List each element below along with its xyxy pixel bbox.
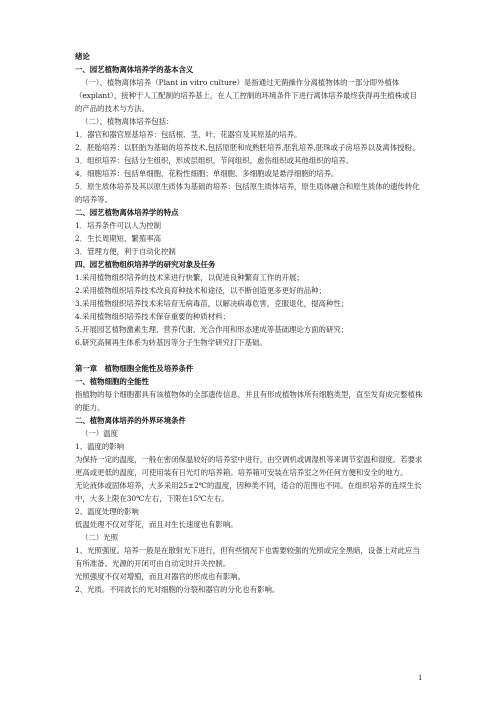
chapter-paragraph: 指植物的每个细胞都具有该植物体的全部遗传信息，并且有形成植物体所有细胞类型，直至发育成完整植株的能力。 (75, 390, 423, 412)
chapter-section-1-heading: 一、植物细胞的全能性 (75, 377, 149, 386)
page-number: 1 (418, 674, 423, 682)
intro-paragraph: （一）、植物离体培养（Plant in vitro culture）是指通过无菌操作分离植物体的一部分即外植体（explant），接种于人工配制的培养基上，在人工控制的环境条件下进行离体培养最终获得再生植株或目的产品的技术与方法。 (75, 78, 417, 113)
section-gap (75, 349, 423, 362)
chapter-title: 第一章 植物细胞全能性及培养条件 (75, 364, 194, 373)
intro-section-1-heading: 一、园艺植物离体培养学的基本含义 (75, 65, 194, 74)
list-item: 1.采用植物组织培养的技术来进行快繁，以促进良种繁育工作的开展； (75, 273, 304, 282)
list-item: 1．培养条件可以人为控制 (75, 221, 162, 230)
intro-title: 绪论 (75, 52, 90, 61)
chapter-section-2-heading: 二、植物离体培养的外界环境条件 (75, 416, 186, 425)
sub-heading: 2、温度处理的影响 (75, 507, 139, 516)
subsection-heading-light: （二）光照 (81, 533, 118, 542)
list-item: 2．生长周期短、繁殖率高 (75, 234, 162, 243)
list-item: 5.开展园艺植物激素生理、营养代谢、光合作用和形态建成等基础理论方面的研究； (75, 325, 349, 334)
chapter-paragraph: 光照强度不仅对增殖，而且对器官的形成也有影响。 (75, 572, 245, 581)
chapter-paragraph: 低温处理不仅对芽花，而且对生长速度也有影响。 (75, 520, 238, 529)
list-item: 4．细胞培养：包括单细胞、花粉性细胞；单细胞、多细胞或是悬浮细胞的培养。 (75, 169, 339, 178)
intro-section-2-heading: 二、园艺植物离体培养学的特点 (75, 208, 179, 217)
chapter-paragraph: 1、光照强度。培养一般是在散射光下进行，但有些情况下也需要较强的光照或完全黑暗，设备上对此应当有所准备。光源的开闭可由自动定时开关控制。 (75, 546, 420, 568)
chapter-paragraph: 2、光质。不同波长的光对细胞的分裂和器官的分化也有影响。 (75, 585, 280, 594)
list-item: 5．原生质体培养及其以原生质体为基础的培养：包括原生质体培养，原生质体融合和原生质体的遗传转化的培养等。 (75, 182, 420, 204)
sub-heading: 1、温度的影响 (75, 442, 125, 451)
list-item: 3．管理方便，利于自动化控制 (75, 247, 176, 256)
list-item: 2．胚胎培养：以胚胎为基础的培养技术,包括原胚和成熟胚培养,胚乳培养,胚珠或子房培养以及离体授粉。 (75, 143, 420, 152)
list-item: 4.采用植物组织培养技术保存重要的种质材料； (75, 312, 230, 321)
list-item: 2.采用植物组织培养技术改良育种技术和途径，以不断创造更多更好的品种； (75, 286, 326, 295)
chapter-paragraph: 无论液体或固体培养，大多采用25±2℃的温度，因种类不同，适合的范围也不同。在组织培养的连续生长中，大多上限在30℃左右，下限在15℃左右。 (75, 481, 422, 503)
list-item: 3．组织培养：包括分生组织，形成层组织，节间组织，愈伤组织或其他组织的培养。 (75, 156, 354, 165)
list-item: 3.采用植物组织培养技术来培育无病毒苗，以解决病毒危害，克服退化，提高种性； (75, 299, 349, 308)
subsection-heading-temperature: （一）温度 (81, 429, 118, 438)
chapter-paragraph: 为保持一定的温度，一般在密闭保温较好的培养室中进行，由空调机或调湿机等来调节室温和湿度。若要求更高或更低的温度，可使用装有日光灯的培养箱。培养箱可安装在培养室之外任何方便和安全的地方。 (75, 455, 423, 477)
list-item: 1．器官和器官原基培养：包括根、茎、叶、花器官及其原基的培养。 (75, 130, 302, 139)
document-body (75, 50, 423, 596)
intro-section-4-heading: 四、园艺植物组织培养学的研究对象及任务 (75, 260, 216, 269)
list-item: 6.研究高频再生体系为转基因等分子生物学研究打下基础。 (75, 338, 267, 347)
intro-paragraph: （二）、植物离体培养包括： (81, 117, 174, 126)
